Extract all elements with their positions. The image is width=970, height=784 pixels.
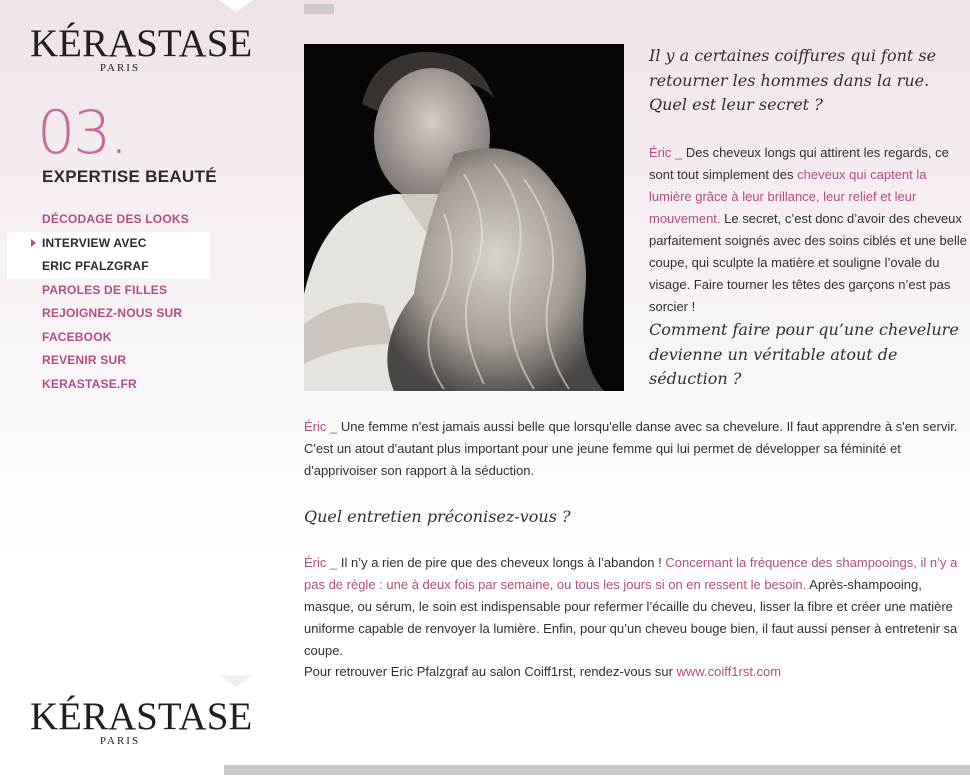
- answer-1-highlight: cheveux qui captent la lumière grâce à leur brillance, leur relief et leur mouvement.: [649, 167, 927, 226]
- footer-logo-brand-text: KÉRASTASE: [30, 695, 253, 738]
- footer-logo-city-text: PARIS: [99, 735, 141, 747]
- logo-city-text: PARIS: [99, 62, 141, 74]
- nav-item-decodage-des-looks[interactable]: DÉCODAGE DES LOOKS: [42, 212, 189, 226]
- question-2-text: Comment faire pour qu’une chevelure devienne un véritable atout de séduction ?: [649, 320, 959, 388]
- answer-1-speaker: Éric _: [649, 145, 683, 160]
- photo-illustration: [304, 44, 624, 391]
- nav-item-facebook-line2: FACEBOOK: [42, 329, 112, 344]
- nav-item-facebook-line1: REJOIGNEZ-NOUS SUR: [42, 306, 183, 320]
- top-bar-divider: [304, 4, 334, 14]
- bottom-notch-divider: [219, 675, 253, 687]
- section-title: EXPERTISE BEAUTÉ: [42, 167, 217, 186]
- question-1-text: Il y a certaines coiffures qui font se retourner les hommes dans la rue. Quel est leur secret ?: [649, 46, 937, 114]
- closing-text: Pour retrouver Eric Pfalzgraf au salon Coiff1rst, rendez-vous sur: [304, 664, 677, 679]
- closing-paragraph: [304, 661, 966, 683]
- active-arrow-icon: [31, 239, 36, 247]
- logo-brand-text: KÉRASTASE: [30, 22, 253, 65]
- section-number: 03.: [37, 98, 127, 168]
- question-1: [649, 44, 967, 118]
- nav-item-revenir-kerastase[interactable]: REVENIR SUR KERASTASE.FR: [42, 353, 137, 391]
- answer-3-speaker: Éric _: [304, 555, 338, 570]
- answer-1: [649, 142, 967, 318]
- question-3: Quel entretien préconisez-vous ?: [304, 507, 571, 526]
- nav-item-interview-line1: INTERVIEW AVEC: [42, 235, 147, 250]
- nav-item-interview[interactable]: [7, 232, 210, 279]
- sidebar-nav: [0, 208, 212, 396]
- kerastase-logo-footer[interactable]: [30, 695, 253, 747]
- answer-2: [304, 416, 966, 482]
- answer-1-part1: Des cheveux longs qui attirent les regards, ce sont tout simplement des: [649, 145, 949, 182]
- answer-3-highlight: Concernant la fréquence des shampooings, il n’y a pas de règle : une à deux fois par semaine, ou tous les jours si on en ressent le besoin.: [304, 555, 958, 592]
- answer-2-text: Une femme n'est jamais aussi belle que lorsqu'elle danse avec sa chevelure. Il faut apprendre à s'en servir. C'est un atout d'autant plus important pour une jeune femme qui lui permet de développer sa féminité et d'apprivoiser son rapport à la séduction.: [304, 419, 958, 478]
- interview-photo: [304, 44, 624, 391]
- coiff1rst-link[interactable]: www.coiff1rst.com: [676, 664, 782, 679]
- kerastase-logo[interactable]: [30, 22, 253, 74]
- bottom-bar-divider: [224, 765, 970, 775]
- nav-item-paroles-de-filles[interactable]: PAROLES DE FILLES: [42, 282, 168, 297]
- answer-1-part2: Le secret, c’est donc d’avoir des cheveux parfaitement soignés avec des soins ciblés et une belle coupe, qui sculpte la matière et souligne l’ovale du visage. Faire tourner les têtes des garçons n’est pas sorcier !: [649, 211, 967, 314]
- nav-item-facebook[interactable]: [0, 302, 212, 349]
- answer-2-speaker: Éric _: [304, 419, 338, 434]
- top-notch-divider: [219, 0, 253, 12]
- answer-3-part2: Après-shampooing, masque, ou sérum, le soin est indispensable pour refermer l’écaille du cheveu, lisser la fibre et créer une matière uniforme capable de renvoyer la lumière. Enfin, pour qu’un cheveu bouge bien, il faut aussi penser à entretenir sa coupe.: [304, 577, 958, 658]
- nav-item-interview-line2: ERIC PFALZGRAF: [42, 259, 149, 273]
- answer-3-part1: Il n’y a rien de pire que des cheveux longs à l’abandon !: [337, 555, 666, 570]
- question-2: [649, 318, 967, 392]
- answer-3: [304, 552, 966, 662]
